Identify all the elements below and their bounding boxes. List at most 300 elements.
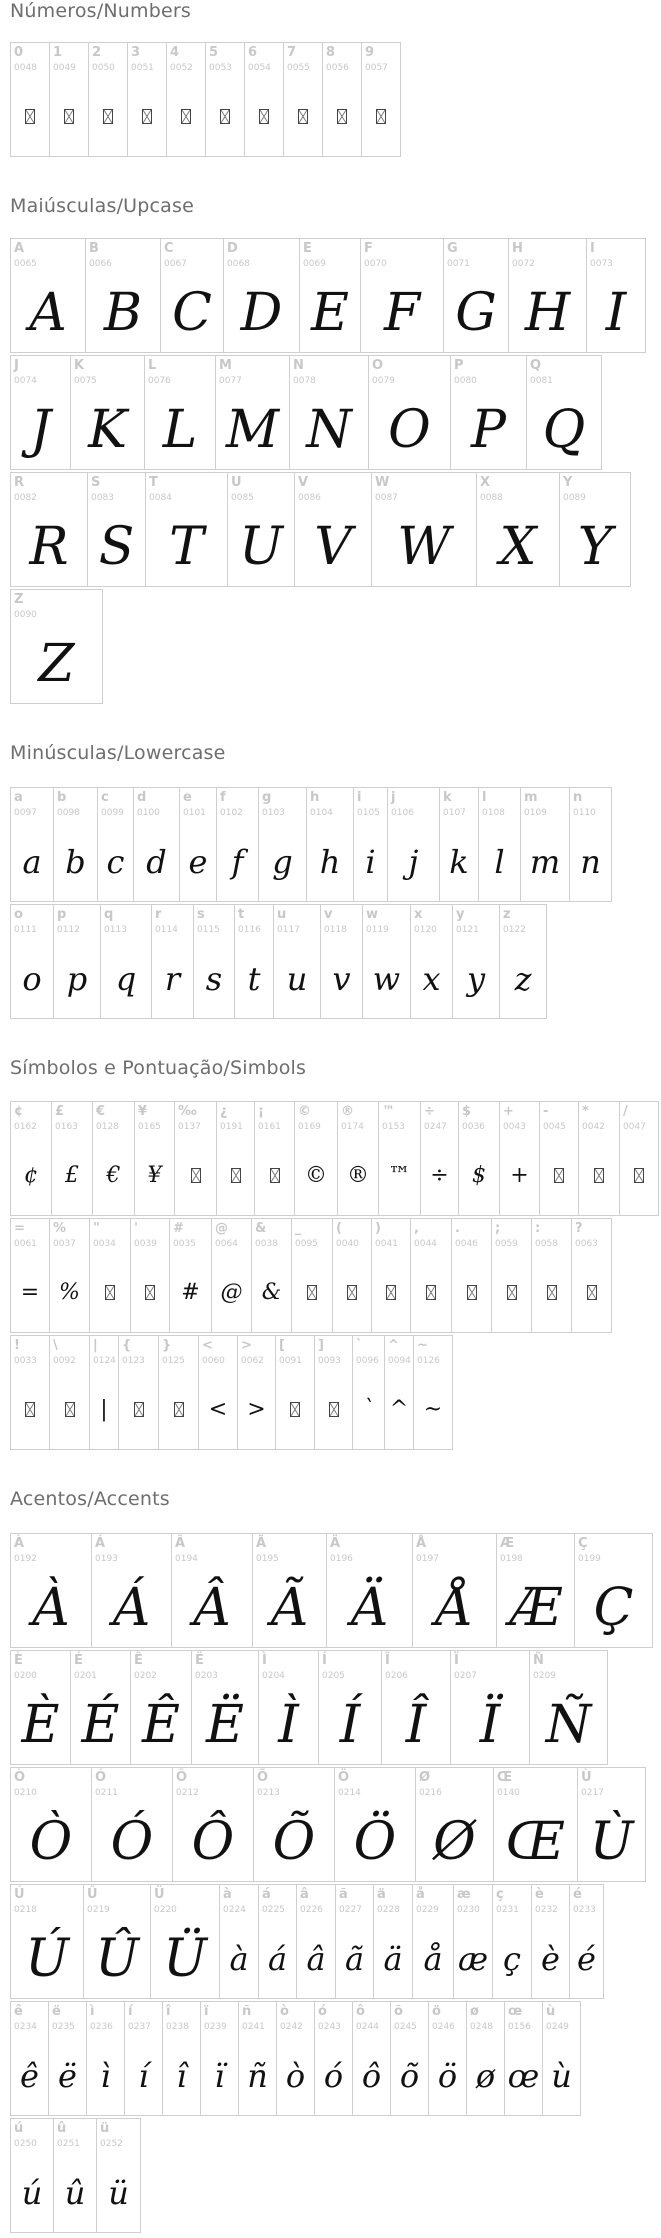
- glyph-code-label: 0104: [310, 808, 333, 818]
- glyph-code-label: 0202: [134, 1671, 157, 1681]
- glyph-code-label: 0244: [356, 2022, 379, 2032]
- glyph-cell: [450, 355, 527, 470]
- glyph-char-label: ,: [414, 1221, 419, 1236]
- glyph-sample: +: [510, 1163, 529, 1188]
- glyph-sample: R: [29, 516, 69, 577]
- missing-glyph-icon: [119, 1376, 158, 1443]
- glyph-cell: [619, 1101, 659, 1216]
- glyph-sample: =: [20, 1280, 40, 1305]
- glyph-cell: [283, 42, 323, 157]
- glyph-code-label: 0137: [178, 1122, 201, 1132]
- glyph-cell: [158, 1335, 199, 1450]
- glyph-cell: [169, 1218, 212, 1333]
- glyph-sample: ö: [437, 2056, 458, 2095]
- glyph-sample: y: [466, 959, 486, 998]
- glyph-code-label: 0077: [219, 376, 242, 386]
- glyph-cell: [70, 355, 145, 470]
- glyph-cell: [571, 1218, 612, 1333]
- glyph-cell: [491, 1218, 532, 1333]
- glyph-sample: Ü: [163, 1928, 207, 1989]
- symbols-row: [10, 1335, 452, 1450]
- glyph-cell: [100, 904, 152, 1019]
- glyph-cell: [508, 238, 587, 353]
- glyph-code-label: 0113: [104, 925, 127, 935]
- glyph-char-label: u: [277, 907, 287, 922]
- glyph-char-label: ã: [339, 1887, 348, 1902]
- glyph-char-label: Ü: [154, 1887, 165, 1902]
- glyph-code-label: 0115: [197, 925, 220, 935]
- upcase-row: [10, 355, 601, 470]
- glyph-char-label: ó: [318, 2004, 327, 2019]
- glyph-sample: E: [311, 282, 349, 343]
- glyph-char-label: r: [155, 907, 162, 922]
- glyph-sample: à: [229, 1939, 249, 1978]
- glyph-char-label: I: [590, 241, 595, 256]
- glyph-code-label: 0051: [131, 63, 154, 73]
- glyph-char-label: Ô: [176, 1770, 188, 1785]
- glyph-char-label: ¡: [258, 1104, 264, 1119]
- glyph-cell: [275, 1335, 315, 1450]
- glyph-code-label: 0107: [443, 808, 466, 818]
- glyph-cell: [166, 42, 206, 157]
- glyph-cell: [223, 238, 300, 353]
- glyph-code-label: 0200: [14, 1671, 37, 1681]
- glyph-char-label: 2: [92, 45, 102, 60]
- symbols-row: [10, 1218, 611, 1333]
- glyph-char-label: b: [57, 790, 67, 805]
- glyph-cell: [335, 1884, 374, 1999]
- glyph-cell: [251, 1218, 292, 1333]
- glyph-code-label: 0057: [365, 63, 388, 73]
- glyph-cell: [352, 2001, 391, 2116]
- glyph-sample: ¥: [147, 1163, 162, 1188]
- accents-row: [10, 2118, 140, 2233]
- glyph-cell: [219, 1884, 259, 1999]
- glyph-cell: [211, 1218, 252, 1333]
- glyph-sample: l: [494, 842, 505, 881]
- glyph-cell: [458, 1101, 500, 1216]
- missing-glyph-icon: [245, 83, 283, 150]
- glyph-char-label: z: [503, 907, 511, 922]
- glyph-sample: ™: [388, 1163, 411, 1188]
- glyph-code-label: 0040: [336, 1239, 359, 1249]
- glyph-char-label: %: [53, 1221, 67, 1236]
- glyph-code-label: 0076: [148, 376, 171, 386]
- glyph-char-label: .: [455, 1221, 460, 1236]
- glyph-code-label: 0212: [176, 1788, 199, 1798]
- accents-row: [10, 2001, 580, 2116]
- glyph-code-label: 0044: [414, 1239, 437, 1249]
- glyph-char-label: ä: [377, 1887, 386, 1902]
- glyph-code-label: 0197: [416, 1554, 439, 1564]
- glyph-cell: [466, 2001, 505, 2116]
- accents-row: [10, 1767, 645, 1882]
- glyph-sample: P: [471, 399, 506, 460]
- glyph-code-label: 0096: [356, 1356, 379, 1366]
- glyph-code-label: 0153: [382, 1122, 405, 1132]
- glyph-code-label: 0088: [480, 493, 503, 503]
- glyph-cell: [373, 1884, 413, 1999]
- glyph-sample: Ñ: [545, 1694, 592, 1755]
- glyph-cell: [296, 1884, 336, 1999]
- glyph-sample: û: [64, 2173, 86, 2212]
- glyph-cell: [529, 1650, 608, 1765]
- glyph-code-label: 0162: [14, 1122, 37, 1132]
- glyph-sample: g: [272, 842, 293, 881]
- glyph-char-label: A: [14, 241, 25, 256]
- glyph-sample: s: [205, 959, 223, 998]
- glyph-sample: Q: [542, 399, 586, 460]
- glyph-cell: [578, 1101, 620, 1216]
- glyph-sample: ~: [423, 1397, 443, 1422]
- glyph-char-label: }: [162, 1338, 172, 1353]
- glyph-cell: [322, 42, 362, 157]
- glyph-char-label: @: [215, 1221, 228, 1236]
- glyph-sample: v: [332, 959, 351, 998]
- glyph-cell: [89, 1218, 131, 1333]
- glyph-char-label: ©: [298, 1104, 311, 1119]
- glyph-char-label: +: [503, 1104, 514, 1119]
- glyph-code-label: 0236: [90, 2022, 113, 2032]
- glyph-cell: [410, 1218, 452, 1333]
- glyph-sample: Ï: [479, 1694, 501, 1755]
- glyph-cell: [577, 1767, 646, 1882]
- glyph-sample: &: [261, 1280, 282, 1305]
- glyph-cell: [86, 2001, 125, 2116]
- glyph-char-label: v: [324, 907, 333, 922]
- glyph-cell: [145, 472, 228, 587]
- glyph-char-label: k: [443, 790, 452, 805]
- glyph-cell: [252, 1533, 327, 1648]
- glyph-sample: d: [146, 842, 167, 881]
- glyph-sample: Ò: [29, 1811, 73, 1872]
- glyph-code-label: 0112: [57, 925, 80, 935]
- glyph-char-label: e: [183, 790, 192, 805]
- glyph-cell: [294, 1101, 338, 1216]
- glyph-code-label: 0035: [173, 1239, 196, 1249]
- missing-glyph-icon: [292, 1259, 332, 1326]
- glyph-char-label: K: [74, 358, 85, 373]
- glyph-sample: K: [88, 399, 127, 460]
- glyph-code-label: 0072: [512, 259, 535, 269]
- glyph-code-label: 0068: [227, 259, 250, 269]
- glyph-char-label: õ: [394, 2004, 403, 2019]
- glyph-code-label: 0085: [231, 493, 254, 503]
- glyph-cell: [258, 1650, 319, 1765]
- glyph-char-label: Ù: [581, 1770, 592, 1785]
- missing-glyph-icon: [532, 1259, 571, 1326]
- glyph-char-label: ]: [318, 1338, 324, 1353]
- glyph-code-label: 0066: [89, 259, 112, 269]
- glyph-char-label: ~: [417, 1338, 428, 1353]
- missing-glyph-icon: [372, 1259, 410, 1326]
- glyph-char-label: N: [293, 358, 304, 373]
- glyph-cell: [352, 1335, 385, 1450]
- glyph-cell: [412, 1884, 454, 1999]
- glyph-code-label: 0078: [293, 376, 316, 386]
- glyph-char-label: L: [148, 358, 157, 373]
- glyph-cell: [492, 1884, 532, 1999]
- glyph-cell: [10, 1101, 52, 1216]
- glyph-code-label: 0070: [364, 259, 387, 269]
- glyph-char-label: >: [241, 1338, 252, 1353]
- glyph-code-label: 0121: [456, 925, 479, 935]
- glyph-code-label: 0194: [175, 1554, 198, 1564]
- glyph-cell: [97, 787, 134, 902]
- glyph-cell: [83, 1884, 151, 1999]
- glyph-char-label: â: [300, 1887, 309, 1902]
- glyph-cell: [51, 1101, 93, 1216]
- glyph-code-label: 0110: [573, 808, 596, 818]
- glyph-cell: [371, 1218, 411, 1333]
- glyph-code-label: 0056: [326, 63, 349, 73]
- glyph-sample: í: [138, 2056, 149, 2095]
- glyph-sample: ç: [503, 1939, 521, 1978]
- glyph-code-label: 0064: [215, 1239, 238, 1249]
- glyph-code-label: 0124: [93, 1356, 116, 1366]
- glyph-code-label: 0226: [300, 1905, 323, 1915]
- glyph-code-label: 0217: [581, 1788, 604, 1798]
- glyph-sample: Ó: [110, 1811, 154, 1872]
- glyph-code-label: 0103: [262, 808, 285, 818]
- glyph-char-label: |: [93, 1338, 98, 1353]
- glyph-sample: @: [220, 1280, 243, 1305]
- glyph-sample: N: [306, 399, 352, 460]
- glyph-cell: [53, 2118, 97, 2233]
- glyph-char-label: a: [14, 790, 23, 805]
- glyph-code-label: 0238: [166, 2022, 189, 2032]
- glyph-char-label: l: [482, 790, 487, 805]
- glyph-cell: [10, 238, 86, 353]
- glyph-char-label: 7: [287, 45, 297, 60]
- glyph-cell: [415, 1767, 494, 1882]
- missing-glyph-icon: [11, 83, 49, 150]
- glyph-cell: [353, 787, 388, 902]
- glyph-code-label: 0128: [96, 1122, 119, 1132]
- glyph-sample: î: [176, 2056, 187, 2095]
- glyph-code-label: 0249: [546, 2022, 569, 2032]
- glyph-char-label: H: [512, 241, 523, 256]
- glyph-char-label: w: [366, 907, 379, 922]
- glyph-cell: [10, 904, 54, 1019]
- glyph-code-label: 0106: [391, 808, 414, 818]
- glyph-char-label: ): [375, 1221, 381, 1236]
- glyph-cell: [276, 2001, 315, 2116]
- glyph-sample: Ù: [589, 1811, 634, 1872]
- glyph-code-label: 0092: [53, 1356, 76, 1366]
- missing-glyph-icon: [411, 1259, 451, 1326]
- glyph-sample: c: [106, 842, 125, 881]
- glyph-code-label: 0246: [432, 2022, 455, 2032]
- glyph-sample: Ì: [278, 1694, 299, 1755]
- glyph-code-label: 0052: [170, 63, 193, 73]
- missing-glyph-icon: [167, 83, 205, 150]
- glyph-code-label: 0101: [183, 808, 206, 818]
- glyph-char-label: C: [164, 241, 174, 256]
- glyph-sample: €: [106, 1163, 121, 1188]
- glyph-code-label: 0218: [14, 1905, 37, 1915]
- glyph-sample: `: [363, 1397, 374, 1422]
- glyph-cell: [216, 787, 259, 902]
- glyph-code-label: 0229: [416, 1905, 439, 1915]
- glyph-char-label: ¥: [138, 1104, 148, 1119]
- glyph-code-label: 0071: [447, 259, 470, 269]
- glyph-code-label: 0123: [122, 1356, 145, 1366]
- glyph-char-label: è: [535, 1887, 544, 1902]
- glyph-char-label: =: [14, 1221, 25, 1236]
- glyph-char-label: !: [14, 1338, 20, 1353]
- glyph-char-label: Ä: [330, 1536, 341, 1551]
- glyph-sample: ê: [20, 2056, 39, 2095]
- glyph-sample: L: [162, 399, 198, 460]
- glyph-char-label: ö: [432, 2004, 441, 2019]
- glyph-cell: [520, 787, 570, 902]
- glyph-code-label: 0114: [155, 925, 178, 935]
- glyph-sample: ø: [475, 2056, 496, 2095]
- glyph-cell: [49, 1335, 90, 1450]
- glyph-cell: [569, 787, 612, 902]
- glyph-code-label: 0206: [385, 1671, 408, 1681]
- glyph-char-label: ü: [100, 2121, 110, 2136]
- glyph-sample: U: [239, 516, 283, 577]
- glyph-char-label: Y: [563, 475, 573, 490]
- glyph-cell: [118, 1335, 159, 1450]
- glyph-sample: ì: [100, 2056, 111, 2095]
- glyph-cell: [253, 1767, 335, 1882]
- glyph-char-label: Í: [322, 1653, 327, 1668]
- glyph-char-label: ê: [14, 2004, 23, 2019]
- glyph-cell: [306, 787, 354, 902]
- glyph-sample: õ: [399, 2056, 420, 2095]
- glyph-char-label: ø: [470, 2004, 479, 2019]
- glyph-sample: Ú: [25, 1928, 69, 1989]
- glyph-code-label: 0214: [338, 1788, 361, 1798]
- glyph-code-label: 0045: [543, 1122, 566, 1132]
- glyph-code-label: 0038: [255, 1239, 278, 1249]
- glyph-char-label: U: [231, 475, 242, 490]
- glyph-cell: [91, 1533, 172, 1648]
- glyph-sample: ü: [108, 2173, 129, 2212]
- accents-section-title: Acentos/Accents: [10, 1488, 170, 1510]
- glyph-cell: [198, 1335, 238, 1450]
- glyph-code-label: 0235: [52, 2022, 75, 2032]
- glyph-sample: W: [397, 516, 451, 577]
- glyph-char-label: X: [480, 475, 491, 490]
- glyph-char-label: P: [454, 358, 464, 373]
- glyph-cell: [291, 1218, 333, 1333]
- glyph-cell: [390, 2001, 429, 2116]
- glyph-char-label: y: [456, 907, 465, 922]
- glyph-sample: r: [164, 959, 181, 998]
- glyph-sample: Â: [193, 1577, 231, 1638]
- glyph-char-label: Û: [87, 1887, 98, 1902]
- missing-glyph-icon: [620, 1142, 658, 1209]
- missing-glyph-icon: [323, 83, 361, 150]
- glyph-cell: [443, 238, 509, 353]
- glyph-code-label: 0039: [134, 1239, 157, 1249]
- glyph-char-label: Â: [175, 1536, 186, 1551]
- glyph-char-label: m: [524, 790, 538, 805]
- glyph-code-label: 0036: [462, 1122, 485, 1132]
- glyph-code-label: 0109: [524, 808, 547, 818]
- missing-glyph-icon: [131, 1259, 169, 1326]
- glyph-code-label: 0093: [318, 1356, 341, 1366]
- glyph-char-label: [: [279, 1338, 285, 1353]
- glyph-char-label: B: [89, 241, 99, 256]
- glyph-sample: h: [319, 842, 341, 881]
- glyph-cell: [10, 1335, 50, 1450]
- glyph-cell: [384, 1335, 414, 1450]
- glyph-sample: â: [306, 1939, 326, 1978]
- glyph-char-label: 5: [209, 45, 219, 60]
- glyph-char-label: ¢: [14, 1104, 24, 1119]
- glyph-sample: F: [383, 282, 421, 343]
- glyph-code-label: 0250: [14, 2139, 37, 2149]
- glyph-char-label: Ï: [454, 1653, 459, 1668]
- glyph-code-label: 0122: [503, 925, 526, 935]
- glyph-sample: Î: [405, 1694, 427, 1755]
- glyph-char-label: &: [255, 1221, 267, 1236]
- glyph-code-label: 0090: [14, 610, 37, 620]
- glyph-sample: Ø: [433, 1811, 476, 1872]
- glyph-cell: [49, 1218, 90, 1333]
- glyph-sample: ú: [21, 2173, 43, 2212]
- glyph-char-label: ú: [14, 2121, 24, 2136]
- glyph-cell: [234, 904, 274, 1019]
- glyph-char-label: æ: [457, 1887, 471, 1902]
- glyph-char-label: Ç: [578, 1536, 588, 1551]
- glyph-code-label: 0080: [454, 376, 477, 386]
- glyph-cell: [48, 2001, 87, 2116]
- glyph-sample: b: [65, 842, 86, 881]
- glyph-sample: ó: [323, 2056, 344, 2095]
- glyph-cell: [258, 1884, 297, 1999]
- upcase-row: [10, 238, 645, 353]
- glyph-sample: £: [65, 1163, 79, 1188]
- glyph-sample: ë: [58, 2056, 77, 2095]
- glyph-char-label: ÷: [424, 1104, 435, 1119]
- glyph-sample: k: [449, 842, 469, 881]
- glyph-code-label: 0105: [357, 808, 380, 818]
- glyph-cell: [428, 2001, 467, 2116]
- glyph-code-label: 0169: [298, 1122, 321, 1132]
- glyph-sample: ï: [214, 2056, 225, 2095]
- glyph-sample: B: [103, 282, 143, 343]
- glyph-cell: [361, 42, 401, 157]
- glyph-code-label: 0251: [57, 2139, 80, 2149]
- glyph-sample: V: [314, 516, 352, 577]
- glyph-cell: [200, 2001, 239, 2116]
- glyph-char-label: Z: [14, 592, 24, 607]
- glyph-char-label: R: [14, 475, 25, 490]
- missing-glyph-icon: [159, 1376, 198, 1443]
- glyph-cell: [452, 904, 500, 1019]
- glyph-cell: [450, 1650, 530, 1765]
- glyph-sample: Ã: [270, 1577, 309, 1638]
- glyph-sample: x: [422, 959, 441, 998]
- glyph-code-label: 0048: [14, 63, 37, 73]
- glyph-char-label: x: [414, 907, 423, 922]
- glyph-code-label: 0102: [220, 808, 243, 818]
- glyph-char-label: $: [462, 1104, 472, 1119]
- glyph-code-label: 0198: [500, 1554, 523, 1564]
- glyph-char-label: ù: [546, 2004, 556, 2019]
- glyph-char-label: 6: [248, 45, 258, 60]
- glyph-cell: [130, 1650, 192, 1765]
- glyph-char-label: E: [303, 241, 312, 256]
- glyph-cell: [387, 787, 440, 902]
- accents-row: [10, 1650, 607, 1765]
